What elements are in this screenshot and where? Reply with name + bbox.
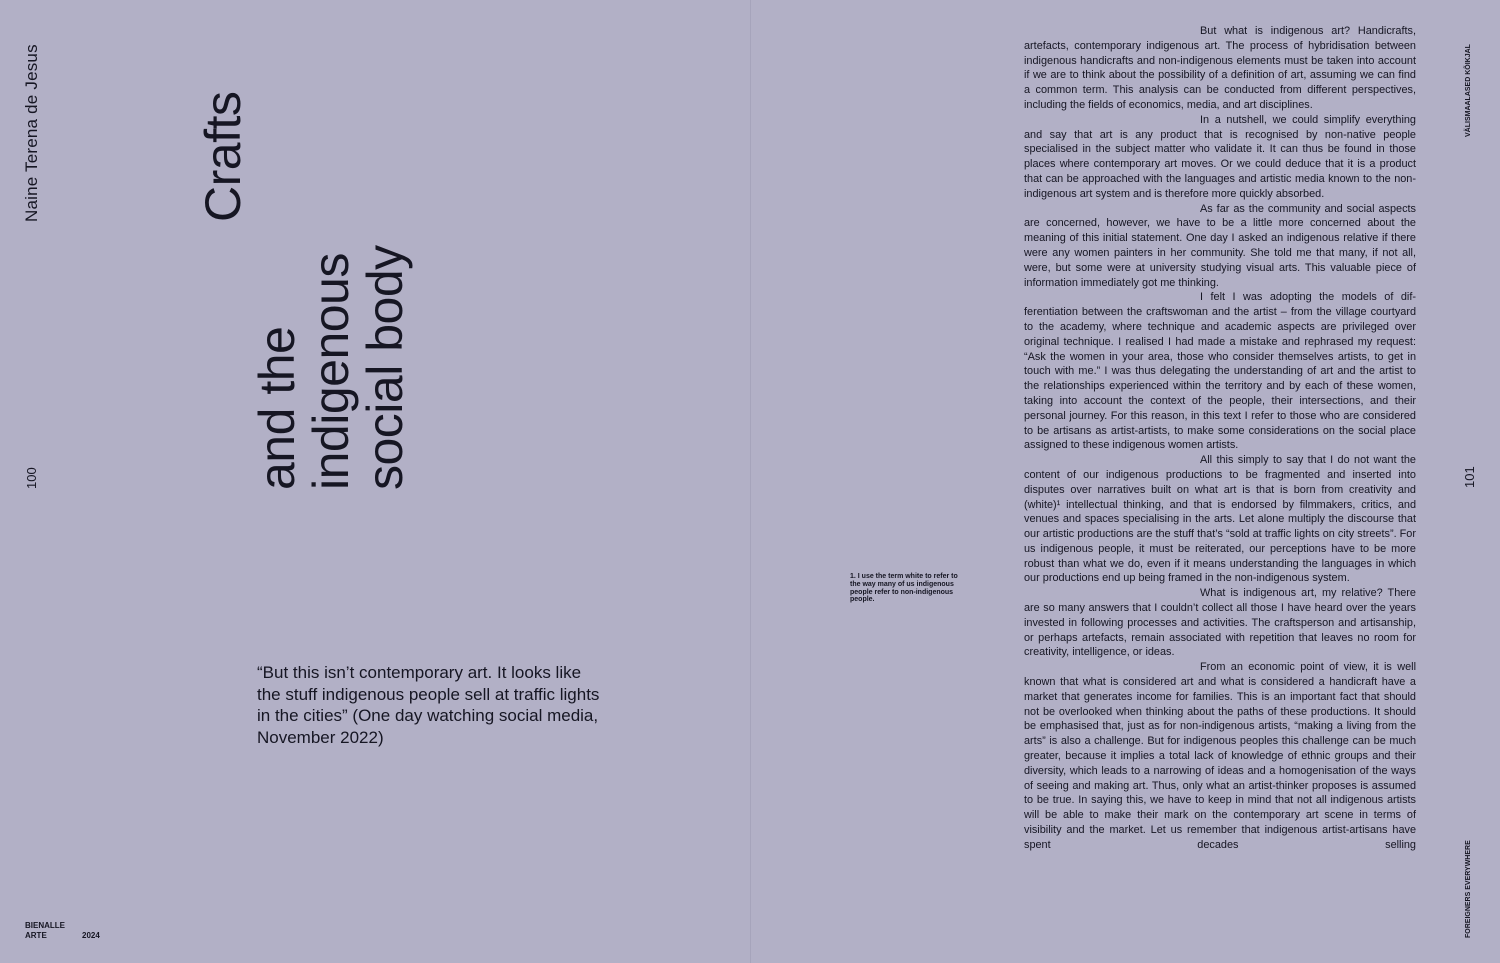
- article-body: [1024, 24, 1416, 853]
- body-paragraph: But what is indigenous art? Handicrafts, artefacts, contemporary indigenous art. The process of hybridisation between indigenous handicrafts and non-indigenous elements must be taken into account if we are to think about the possibility of a definition of art, assuming we can find a common term. This analysis can be conducted from different perspectives, including the fields of economics, media, and art disciplines.: [1024, 25, 1416, 111]
- running-head: VÄLISMAALASED KÕIKJAL: [1465, 44, 1472, 137]
- page-number-left: 100: [24, 467, 39, 489]
- author-name: Naine Terena de Jesus: [22, 44, 41, 222]
- title-line-2: and the: [249, 326, 305, 490]
- footer-year: 2024: [82, 931, 100, 940]
- publication-footer: [25, 921, 65, 940]
- body-paragraph: As far as the community and social aspects are concerned, however, we have to be a little more concerned about the meaning of this initial statement. One day I asked an indigenous relative if there were any women painters in her community. She told me that many, if not all, were, but some were at university studying visual arts. This valuable piece of information immediately got me thinking.: [1024, 202, 1416, 289]
- epigraph-quote: “But this isn’t contemporary art. It looks like the stuff indigenous people sell at traffic lights in the cities” (One day watching social media, November 2022): [257, 663, 600, 747]
- running-foot: FOREIGNERS EVERYWHERE: [1465, 840, 1472, 938]
- body-paragraph: What is indigenous art, my relative? There are so many answers that I couldn’t collect all those I have heard over the years invested in following processes and activities. The craftsperson and artisanship, or perhaps artefacts, remain associated with repetition that leaves no room for creativity, intelligence, or ideas.: [1024, 587, 1416, 659]
- title-line-3: indigenous: [303, 253, 359, 490]
- body-paragraph: In a nutshell, we could simplify everything and say that art is any product that is recognised by non-native people specialised in the subject matter who validate it. It can thus be found in those places where contemporary art moves. Or we could deduce that it is a product that can be approached with the languages and artistic media known to the non-indigenous art system and is therefore more quickly absorbed.: [1024, 113, 1416, 200]
- body-paragraph: From an economic point of view, it is well known that what is considered art and what is considered a handicraft have a market that generates income for families. This is an important fact that should not be overlooked when thinking about the paths of these productions. It should be emphasised that, just as for non-indigenous artists, “making a living from the arts” is also a challenge. But for indigenous peoples this challenge can be much greater, because it implies a total lack of knowledge of ethnic groups and their diversity, which leads to a narrowing of ideas and a homogenisation of the ways of seeing and making art. Thus, only what an artist-thinker proposes is assumed to be true. In saying this, we have to keep in mind that not all indigenous artists will be able to make their mark on the contemporary art scene in terms of visibility and the market. Let us remember that indigenous artist-artisans have spent decades selling: [1024, 661, 1416, 851]
- article-title: [196, 92, 412, 490]
- footnote: 1. I use the term white to refer to the way many of us indigenous people refer to non-indigenous people.: [850, 573, 958, 604]
- title-line-4: social body: [357, 245, 413, 490]
- body-paragraph: I felt I was adopting the models of differentiation between the craftswoman and the artist – from the village courtyard to the academy, where technique and academic aspects are privileged over original technique. I realised I had made a mistake and rephrased my request: “Ask the women in your area, those who consider themselves artists, to get in touch with me.” I was thus delegating the understanding of art and the artist to the relationships experienced within the territory and by each of these women, taking into account the context of the people, their intersections, and their personal journey. For this reason, in this text I refer to those who are considered to be artisans as artist-artists, to make some considerations on the social place assigned to these indigenous women artists.: [1024, 291, 1416, 452]
- page-number-right: 101: [1462, 466, 1477, 488]
- footer-line-1: BIENALLE: [25, 921, 65, 930]
- footer-line-2: ARTE: [25, 930, 47, 940]
- body-paragraph: All this simply to say that I do not want the content of our indigenous productions to be fragmented and inserted into disputes over narratives built on what art is that is born from creativity and (white)¹ intellectual thinking, and that is endorsed by filmmakers, critics, and venues and spaces specialising in the arts. Let alone multiply the discourse that our artistic productions are the stuff that’s “sold at traffic lights on city streets”. For us indigenous people, it must be reiterated, our perceptions have to be more robust than what we do, even if it means understanding the languages in which our productions end up being framed in the non-indigenous system.: [1024, 454, 1416, 585]
- title-line-1: Crafts: [195, 91, 251, 222]
